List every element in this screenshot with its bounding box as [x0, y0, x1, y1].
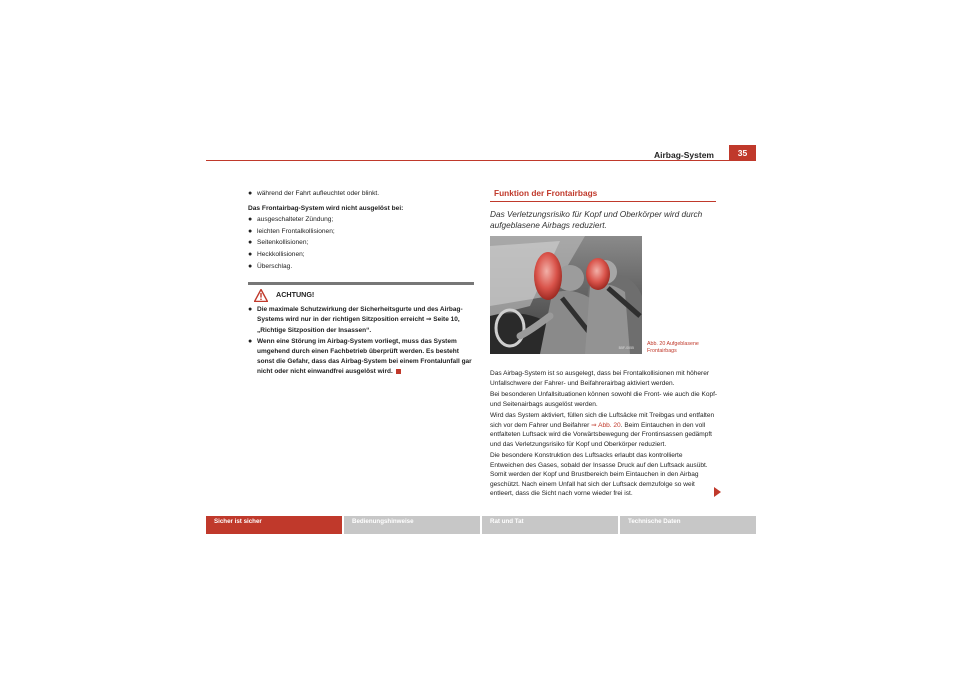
right-column: [490, 188, 716, 231]
figure-reference-link[interactable]: ⇒ Abb. 20: [591, 421, 621, 429]
paragraph-text: . Beim Eintauchen in den voll entfalteten Luftsack wird die Vorwärtsbewegung der Frontinsassen gedämpft und das Verletzungsrisiko für Kopf und Oberkörper reduziert.: [490, 421, 712, 448]
list-item-text: Seitenkollisionen;: [257, 239, 309, 247]
list-item: [248, 249, 476, 261]
list-item-text: Heckkollisionen;: [257, 250, 305, 258]
bullet-icon: ●: [248, 262, 253, 270]
bullet-icon: ●: [248, 337, 253, 345]
list-item-text: Überschlag.: [257, 262, 293, 270]
tab-bedienungshinweise[interactable]: Bedienungshinweise: [344, 516, 480, 534]
list-item-text: ausgeschalteter Zündung;: [257, 216, 334, 224]
bullet-icon: ●: [248, 227, 253, 235]
list-item: [248, 188, 476, 200]
warning-body: [248, 305, 474, 377]
warning-box: [248, 282, 474, 377]
warning-item: [248, 337, 474, 378]
paragraph: Bei besonderen Unfallsituationen können sowohl die Front- wie auch die Kopf- und Seitenairbags ausgelöst werden.: [490, 391, 718, 408]
warning-title: ACHTUNG!: [276, 290, 315, 300]
warning-triangle-icon: [254, 289, 268, 302]
bullet-icon: ●: [248, 250, 253, 258]
airbag-figure: [490, 236, 642, 354]
airbag-illustration-icon: [490, 236, 642, 354]
list-item: [248, 226, 476, 238]
tab-technische-daten[interactable]: Technische Daten: [620, 516, 756, 534]
header-rule: [206, 160, 756, 161]
bullet-icon: ●: [248, 190, 253, 197]
bullet-icon: ●: [248, 216, 253, 224]
chapter-tabs: [206, 516, 756, 534]
tab-rat-und-tat[interactable]: Rat und Tat: [482, 516, 618, 534]
page-number: 35: [729, 145, 756, 161]
list-item: [248, 237, 476, 249]
section-body: [490, 369, 718, 501]
continue-arrow-icon: [714, 487, 721, 497]
running-header-title: Airbag-System: [654, 150, 714, 160]
list-item-text: während der Fahrt aufleuchtet oder blinkt.: [257, 190, 380, 197]
list-item-text: leichten Frontalkollisionen;: [257, 227, 335, 235]
end-of-section-icon: [396, 369, 401, 374]
warning-item-text-content: Wenn eine Störung im Airbag-System vorliegt, muss das System umgehend durch einen Fachbetrieb überprüft werden. Es besteht sonst die Gefahr, dass das Airbag-System bei einem Frontalunfall gar nicht oder nicht einwandfrei ausgelöst wird.: [257, 337, 472, 376]
figure-caption: Abb. 20 Aufgeblasene Frontairbags: [647, 341, 699, 355]
not-triggered-heading: Das Frontairbag-System wird nicht ausgelöst bei:: [248, 204, 404, 212]
bullet-icon: ●: [248, 239, 253, 247]
paragraph-with-reference: [490, 411, 718, 449]
list-item: [248, 261, 476, 273]
figure-code: B5F-0055: [618, 346, 634, 350]
tab-sicher-ist-sicher[interactable]: Sicher ist sicher: [206, 516, 342, 534]
list-item: [248, 214, 476, 226]
warning-header: [248, 285, 474, 305]
section-rule: [490, 201, 716, 202]
paragraph: Das Airbag-System ist so ausgelegt, dass bei Frontalkollisionen mit höherer Unfallschwere der Fahrer- und Beifahrerairbag aktiviert werden.: [490, 370, 710, 387]
warning-item: [248, 305, 474, 336]
warning-item-text: Die maximale Schutzwirkung der Sicherheitsgurte und des Airbag-Systems wird nur in der richtigen Sitzposition erreicht ⇒ Seite 10, „Richtige Sitzposition der Insassen“.: [257, 306, 463, 334]
paragraph-text: Wird das System aktiviert, füllen sich die Luftsäcke mit Treibgas und entfalten sich vor dem Fahrer und Beifahrer: [490, 412, 715, 429]
paragraph: Die besondere Konstruktion des Luftsacks erlaubt das kontrollierte Entweichen des Gases, sobald der Insasse Druck auf den Luftsack ausübt. Somit werden der Kopf und Brustbereich beim Eintauchen in den Airbag geschützt. Nach einem Unfall hat sich der Luftsack demzufolge so weit entleert, dass die Sicht nach vorne wieder frei ist.: [490, 452, 708, 497]
section-lead: Das Verletzungsrisiko für Kopf und Oberkörper wird durch aufgeblasene Airbags reduziert.: [490, 209, 703, 230]
left-column: [248, 188, 476, 379]
section-title: Funktion der Frontairbags: [494, 188, 598, 198]
bullet-icon: ●: [248, 306, 253, 314]
warning-item-text: [257, 337, 474, 378]
